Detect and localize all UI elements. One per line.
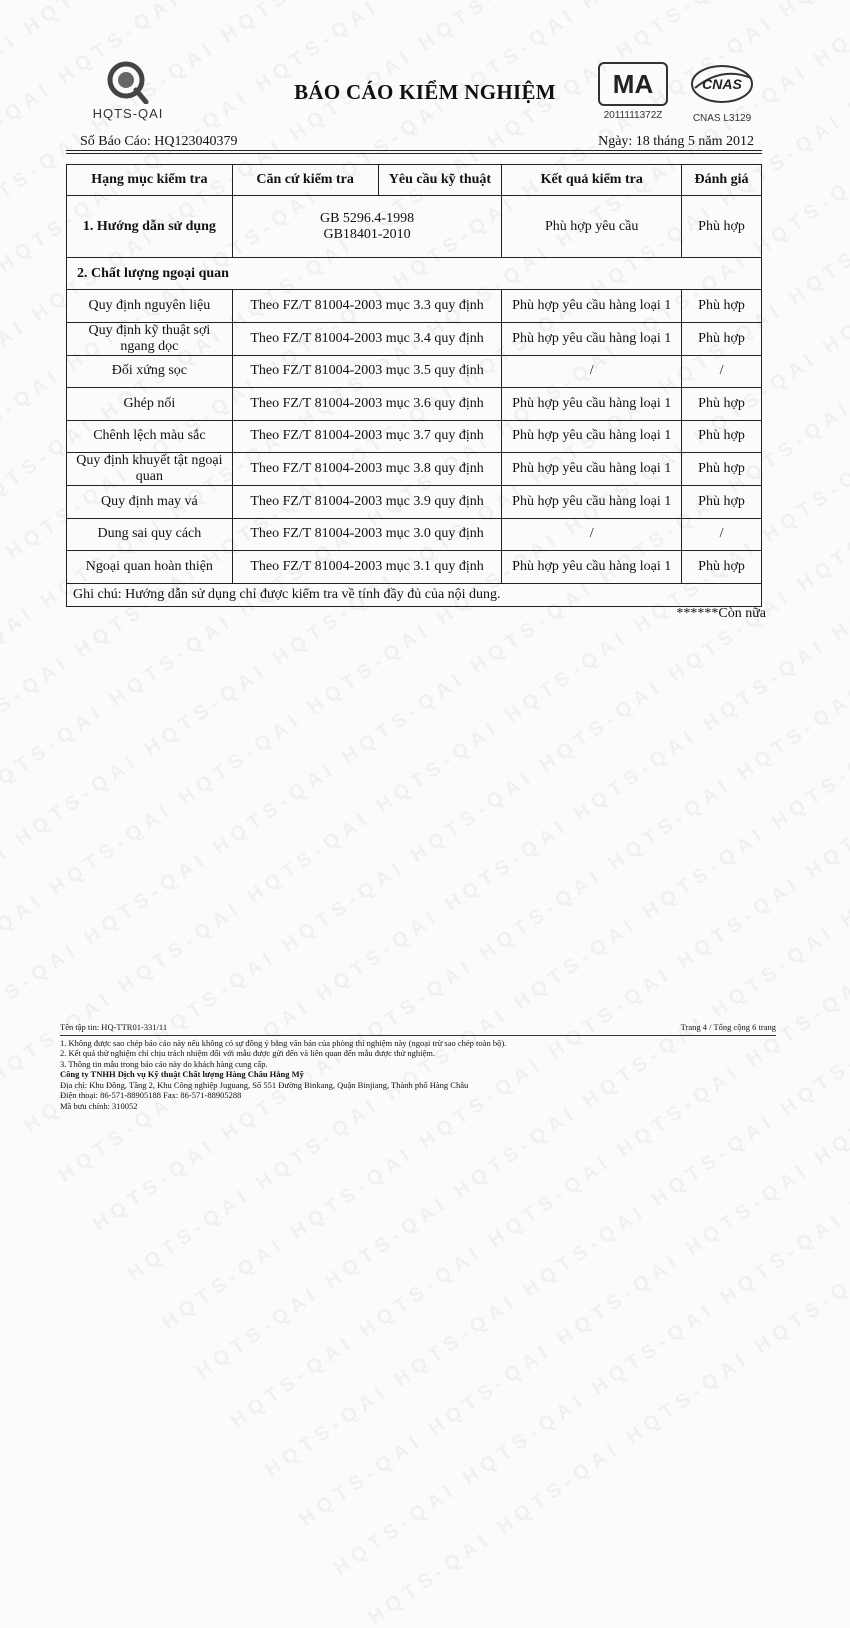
row-evaluation: / xyxy=(682,518,762,551)
table-section-row xyxy=(67,258,762,290)
watermark-line xyxy=(319,801,850,1596)
table-row xyxy=(67,388,762,421)
footer-file-name: Tên tập tin: HQ-TTR01-331/11 xyxy=(60,1022,168,1032)
header-rule xyxy=(66,150,762,151)
row-item: Chênh lệch màu sắc xyxy=(67,420,233,453)
report-date: Ngày: 18 tháng 5 năm 2012 xyxy=(598,134,754,149)
row-result: Phù hợp yêu cầu hàng loại 1 xyxy=(502,453,682,486)
table-row xyxy=(67,420,762,453)
section-1-item: 1. Hướng dẫn sử dụng xyxy=(67,196,233,258)
table-row xyxy=(67,551,762,584)
row-evaluation: / xyxy=(682,355,762,388)
page-title: BÁO CÁO KIỂM NGHIỆM xyxy=(294,80,556,104)
footer-postal: Mã bưu chính: 310052 xyxy=(60,1100,138,1111)
section-2-title: 2. Chất lượng ngoại quan xyxy=(67,258,762,290)
row-item: Ghép nối xyxy=(67,388,233,421)
cnas-mark xyxy=(686,62,758,124)
watermark-line xyxy=(113,506,850,1301)
header-requirement: Yêu cầu kỹ thuật xyxy=(378,165,502,196)
footer xyxy=(60,1022,776,1111)
footer-note: 2. Kết quả thử nghiệm chỉ chịu trách nhiệm đối với mẫu được gửi đến và liên quan đến mẫu được thử nghiệm. xyxy=(60,1048,436,1058)
row-item: Quy định kỹ thuật sợi ngang dọc xyxy=(67,322,233,355)
inspection-table xyxy=(66,164,762,607)
row-evaluation: Phù hợp xyxy=(682,388,762,421)
header-result: Kết quả kiểm tra xyxy=(502,165,682,196)
footer-page: Trang 4 / Tổng cộng 6 trang xyxy=(680,1022,776,1032)
watermark-line xyxy=(388,899,850,1628)
table-row xyxy=(67,518,762,551)
footer-company: Công ty TNHH Dịch vụ Kỹ thuật Chất lượng Hàng Châu Hằng Mỹ xyxy=(60,1069,304,1079)
row-result: Phù hợp yêu cầu hàng loại 1 xyxy=(502,551,682,584)
table-note: Ghi chú: Hướng dẫn sử dụng chỉ được kiểm tra về tính đầy đủ của nội dung. xyxy=(67,583,762,606)
row-basis: Theo FZ/T 81004-2003 mục 3.4 quy định xyxy=(232,322,502,355)
table-note-row xyxy=(67,583,762,606)
header-item: Hạng mục kiểm tra xyxy=(67,165,233,196)
logo-text: HQTS-QAI xyxy=(92,106,164,121)
row-result: Phù hợp yêu cầu hàng loại 1 xyxy=(502,322,682,355)
row-basis: Theo FZ/T 81004-2003 mục 3.7 quy định xyxy=(232,420,502,453)
cma-icon: MA xyxy=(598,62,668,106)
footer-top xyxy=(60,1022,776,1033)
cnas-number: CNAS L3129 xyxy=(692,113,752,124)
row-evaluation: Phù hợp xyxy=(682,486,762,519)
row-result: Phù hợp yêu cầu hàng loại 1 xyxy=(502,486,682,519)
row-basis: Theo FZ/T 81004-2003 mục 3.8 quy định xyxy=(232,453,502,486)
row-basis: Theo FZ/T 81004-2003 mục 3.1 quy định xyxy=(232,551,502,584)
row-item: Đối xứng sọc xyxy=(67,355,233,388)
row-item: Quy định nguyên liệu xyxy=(67,290,233,323)
watermark-line xyxy=(353,850,850,1628)
row-item: Quy định may vá xyxy=(67,486,233,519)
watermark-line xyxy=(285,751,850,1546)
header-evaluation: Đánh giá xyxy=(682,165,762,196)
basis-line-2: GB18401-2010 xyxy=(323,226,411,242)
cnas-icon xyxy=(689,62,755,106)
cnas-label: CNAS xyxy=(702,76,742,92)
cma-number: 2011111372Z xyxy=(603,110,663,121)
watermark-line xyxy=(147,555,850,1350)
row-basis: Theo FZ/T 81004-2003 mục 3.9 quy định xyxy=(232,486,502,519)
table-row xyxy=(67,355,762,388)
footer-address: Địa chỉ: Khu Đông, Tầng 2, Khu Công nghiệp Juguang, Số 551 Đường Binkang, Quận Binjiang, Thành phố Hàng Châu xyxy=(60,1079,469,1090)
section-1-result: Phù hợp yêu cầu xyxy=(502,196,682,258)
table-header-row xyxy=(67,165,762,196)
row-result: Phù hợp yêu cầu hàng loại 1 xyxy=(502,290,682,323)
row-evaluation: Phù hợp xyxy=(682,420,762,453)
row-result: / xyxy=(502,355,682,388)
header-basis: Căn cứ kiểm tra xyxy=(232,165,378,196)
cma-mark xyxy=(596,62,670,121)
row-result: Phù hợp yêu cầu hàng loại 1 xyxy=(502,420,682,453)
row-item: Quy định khuyết tật ngoại quan xyxy=(67,453,233,486)
row-result: / xyxy=(502,518,682,551)
footer-phone: Điện thoại: 86-571-88905188 Fax: 86-571-88905288 xyxy=(60,1090,242,1100)
row-evaluation: Phù hợp xyxy=(682,322,762,355)
row-evaluation: Phù hợp xyxy=(682,551,762,584)
row-evaluation: Phù hợp xyxy=(682,453,762,486)
row-basis: Theo FZ/T 81004-2003 mục 3.5 quy định xyxy=(232,355,502,388)
section-1-basis xyxy=(232,196,502,258)
table-row xyxy=(67,453,762,486)
table-row xyxy=(67,486,762,519)
basis-line-1: GB 5296.4-1998 xyxy=(319,210,415,226)
table-row xyxy=(67,290,762,323)
row-basis: Theo FZ/T 81004-2003 mục 3.3 quy định xyxy=(232,290,502,323)
row-basis: Theo FZ/T 81004-2003 mục 3.0 quy định xyxy=(232,518,502,551)
watermark-line xyxy=(181,604,850,1399)
row-item: Ngoại quan hoàn thiện xyxy=(67,551,233,584)
row-result: Phù hợp yêu cầu hàng loại 1 xyxy=(502,388,682,421)
continued-label: ******Còn nữa xyxy=(676,606,766,621)
footer-rule xyxy=(60,1035,776,1036)
row-basis: Theo FZ/T 81004-2003 mục 3.6 quy định xyxy=(232,388,502,421)
row-evaluation: Phù hợp xyxy=(682,290,762,323)
row-item: Dung sai quy cách xyxy=(67,518,233,551)
header-rule-secondary xyxy=(66,153,762,154)
table-row-instructions xyxy=(67,196,762,258)
section-1-evaluation: Phù hợp xyxy=(682,196,762,258)
report-number: Số Báo Cáo: HQ123040379 xyxy=(80,134,238,149)
footer-note: 3. Thông tin mẫu trong báo cáo này do khách hàng cung cấp. xyxy=(60,1058,268,1069)
table-row xyxy=(67,322,762,355)
footer-note: 1. Không được sao chép báo cáo này nếu không có sự đồng ý bằng văn bản của phòng thí nghiệm này (ngoại trừ sao chép toàn bộ). xyxy=(60,1037,507,1048)
